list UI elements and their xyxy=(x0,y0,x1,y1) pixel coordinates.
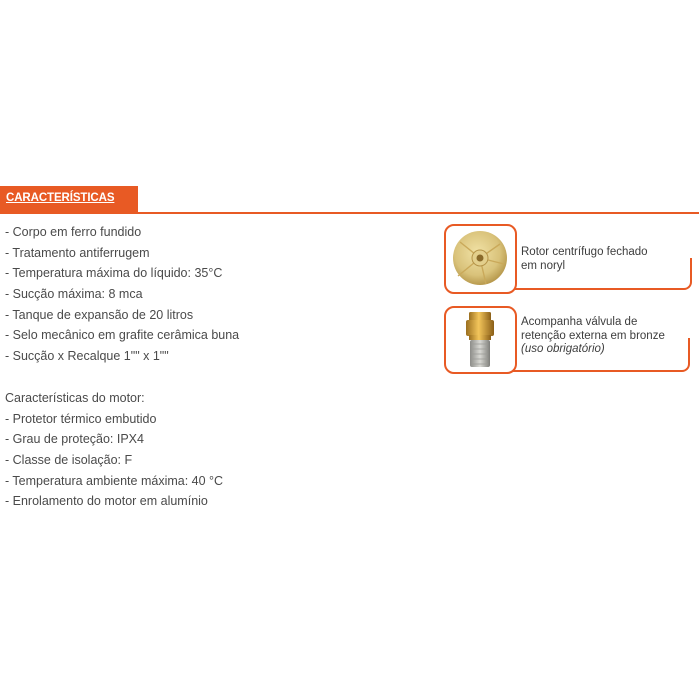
list-item: - Enrolamento do motor em alumínio xyxy=(5,494,208,509)
rotor-description: Rotor centrífugo fechado em noryl xyxy=(521,246,648,272)
check-valve-icon xyxy=(446,308,514,371)
list-item: - Protetor térmico embutido xyxy=(5,411,157,426)
section-title: CARACTERÍSTICAS xyxy=(6,192,115,204)
list-item: - Temperatura ambiente máxima: 40 °C xyxy=(5,473,224,488)
list-item: - Sucção x Recalque 1"" x 1"" xyxy=(5,349,169,364)
list-item: - Selo mecânico em grafite cerâmica buna xyxy=(5,328,240,343)
list-item: - Grau de proteção: IPX4 xyxy=(5,432,144,447)
list-item: - Classe de isolação: F xyxy=(5,453,133,468)
card-image-frame xyxy=(444,224,517,294)
motor-heading: Características do motor: xyxy=(5,391,145,405)
list-item: - Tanque de expansão de 20 litros xyxy=(5,307,194,322)
card-image-frame xyxy=(444,306,517,374)
header-divider xyxy=(0,212,699,214)
section-header xyxy=(0,186,138,213)
pump-features-list xyxy=(5,222,239,367)
list-item: - Corpo em ferro fundido xyxy=(5,225,142,239)
list-item: - Tratamento antiferrugem xyxy=(5,245,150,260)
list-item: - Sucção máxima: 8 mca xyxy=(5,287,143,302)
motor-features-list xyxy=(5,388,223,512)
list-item: - Temperatura máxima do líquido: 35°C xyxy=(5,266,223,281)
rotor-impeller-icon xyxy=(446,226,514,291)
valve-description: Acompanha válvula de retenção externa em bronze (uso obrigatório) xyxy=(521,316,665,355)
